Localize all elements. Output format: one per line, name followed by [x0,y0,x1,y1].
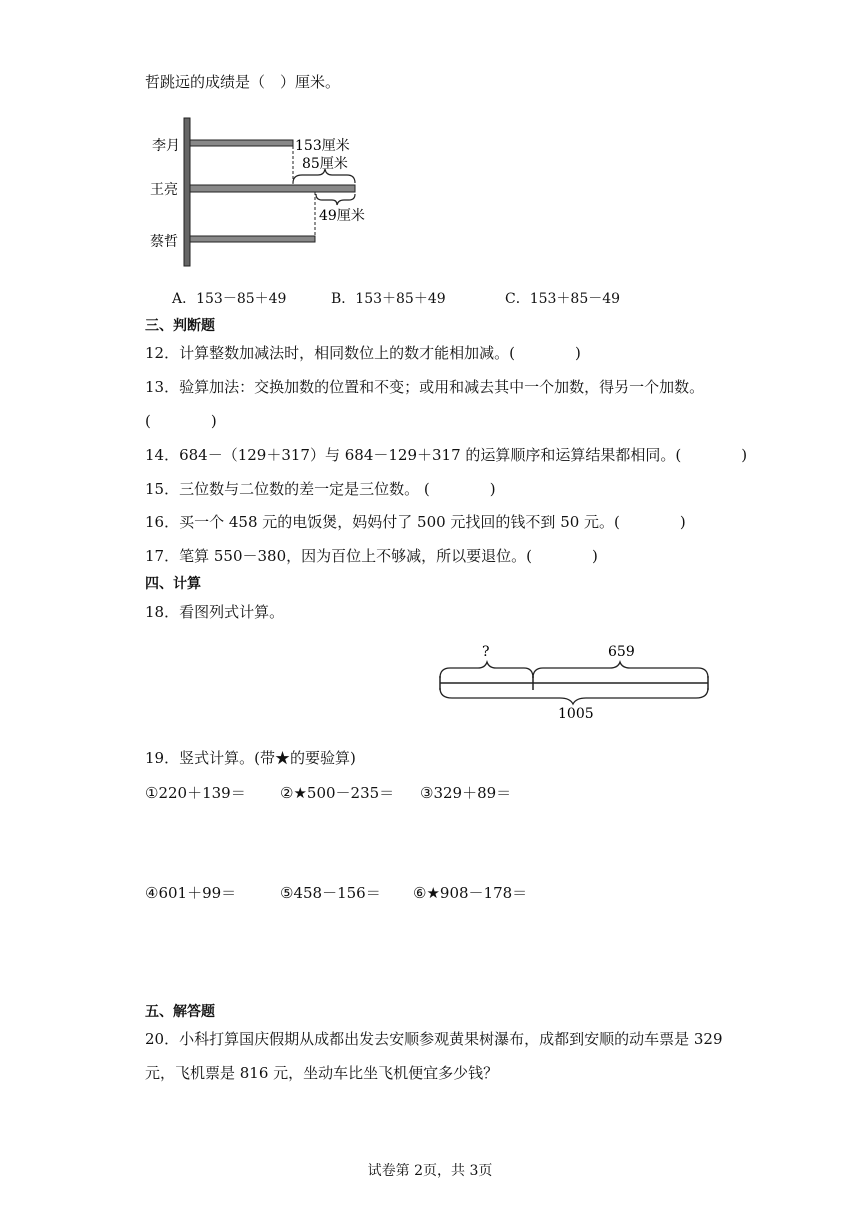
calc-3: ③329＋89＝ [420,784,512,802]
question-20-line-2: 元，飞机票是 816 元，坐动车比坐飞机便宜多少钱？ [145,1064,499,1082]
question-20-line-1: 20．小科打算国庆假期从成都出发去安顺参观黄果树瀑布，成都到安顺的动车票是 329 [145,1030,723,1048]
question-16: 16．买一个 458 元的电饭煲，妈妈付了 500 元找回的钱不到 50 元。( ) [145,513,686,531]
part-label: 659 [608,644,635,660]
question-11-tail: 哲跳远的成绩是（ ）厘米。 [145,73,341,91]
question-13: 13．验算加法：交换加数的位置和不变；或用和减去其中一个加数，得另一个加数。 [145,378,705,396]
calc-4: ④601＋99＝ [145,884,237,902]
name-cai-zhe: 蔡哲 [150,234,178,250]
calc-2: ②★500－235＝ [280,784,395,802]
label-49: 49厘米 [319,208,365,224]
calc-1: ①220＋139＝ [145,784,246,802]
option-b[interactable]: B．153＋85＋49 [331,291,446,307]
section-5-title: 五、解答题 [145,1004,215,1020]
bar-li-yue [190,140,293,146]
question-19: 19．竖式计算。(带★的要验算) [145,749,356,767]
question-18: 18．看图列式计算。 [145,603,285,621]
brace-part [533,662,708,678]
calc-5: ⑤458－156＝ [280,884,381,902]
brace-unknown [440,662,533,678]
jump-distance-diagram [140,112,400,272]
brace-total [440,688,708,704]
unknown-label: ? [482,644,490,660]
segment-diagram [430,638,720,724]
diagram-pole [184,118,190,266]
bar-cai-zhe [190,236,315,242]
name-li-yue: 李月 [152,138,180,154]
label-153: 153厘米 [295,138,350,154]
question-13-answer-paren: ( ) [145,412,217,430]
section-3-title: 三、判断题 [145,318,215,334]
label-85: 85厘米 [302,156,348,172]
bar-wang-liang [190,185,355,192]
option-c[interactable]: C．153＋85－49 [505,291,621,307]
question-15: 15．三位数与二位数的差一定是三位数。 ( ) [145,480,496,498]
question-14: 14．684－（129＋317）与 684－129＋317 的运算顺序和运算结果都相同。( ) [145,446,748,464]
option-a[interactable]: A．153－85＋49 [172,291,287,307]
page-footer: 试卷第 2页，共 3页 [367,1163,493,1179]
brace-49 [316,194,355,205]
section-4-title: 四、计算 [145,576,201,592]
calc-6: ⑥★908－178＝ [413,884,528,902]
total-label: 1005 [558,706,594,722]
question-12: 12．计算整数加减法时，相同数位上的数才能相加减。( ) [145,344,581,362]
question-17: 17．笔算 550－380，因为百位上不够减，所以要退位。( ) [145,547,598,565]
name-wang-liang: 王亮 [150,182,178,198]
